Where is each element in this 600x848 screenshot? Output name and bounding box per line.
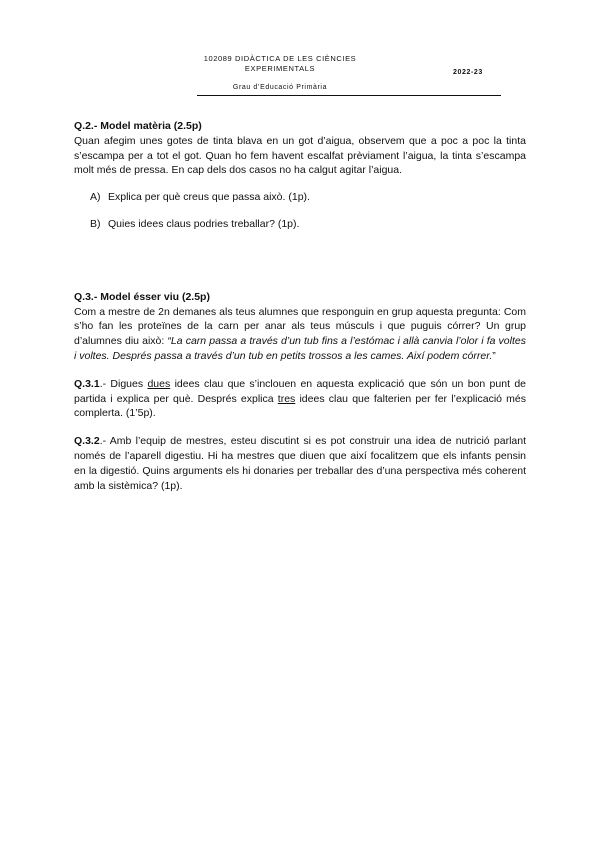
- question-3-1-text-c: idees clau que falterien per fer l’explicació més complerta. (1’5p).: [74, 392, 527, 420]
- course-title-line1: 102089 DIDÀCTICA DE LES CIÈNCIES: [203, 54, 357, 63]
- question-3-title: Q.3.- Model ésser viu (2.5p): [74, 290, 210, 303]
- option-a: [90, 190, 526, 205]
- page-header: [0, 0, 600, 100]
- student-quote: “La carn passa a través d’un tub fins a l’estómac i allà canvia l’olor i fa voltes i voltes. Després passa a través d’un tub en petits trossos a les cames. Així podem córrer.: [74, 335, 526, 362]
- question-3-2: [74, 434, 526, 493]
- question-3-intro: [74, 305, 526, 364]
- option-b-letter: B): [90, 217, 101, 230]
- academic-year: 2022-23: [453, 69, 483, 76]
- question-3-1: [74, 377, 526, 421]
- underlined-dues: dues: [147, 377, 171, 390]
- course-title-line2: EXPERIMENTALS: [244, 64, 316, 73]
- question-3-2-text: .- Amb l’equip de mestres, esteu discutint si es pot construir una idea de nutrició parlant només de l’aparell digestiu. Hi ha mestres que diuen que així focalitzem que els infants pensin en la digestió. Quins arguments els hi donaries per treballar des d’una perspectiva més coherent amb la sistèmica? (1p).: [74, 435, 526, 492]
- exam-content: [74, 119, 526, 493]
- option-b-text: Quies idees claus podries treballar? (1p).: [108, 217, 300, 230]
- option-a-text: Explica per què creus que passa això. (1p).: [108, 191, 310, 204]
- question-3-1-text-b: idees clau que s’inclouen en aquesta explicació que són un bon punt de partida i explica per què. Després explica: [74, 377, 526, 405]
- question-3-1-text-a: .- Digues: [99, 377, 148, 390]
- question-3: [74, 290, 526, 494]
- degree-name: Grau d’Educació Primària: [232, 84, 328, 91]
- question-2: [74, 119, 526, 232]
- question-2-title: Q.2.- Model matèria (2.5p): [74, 120, 202, 132]
- question-3-intro-text: Com a mestre de 2n demanes als teus alumnes que responguin en grup aquesta pregunta: Com s’ho fan les proteïnes de la carn per anar als teus músculs i que puguis córrer? Un grup d’alumnes diu això:: [74, 305, 526, 348]
- underlined-tres: tres: [277, 392, 296, 405]
- question-3-1-label: Q.3.1: [74, 377, 100, 390]
- option-a-letter: A): [90, 191, 101, 204]
- header-divider: [197, 95, 501, 96]
- question-2-body: Quan afegim unes gotes de tinta blava en un got d’aigua, observem que a poc a poc la tinta s’escampa per a tot el got. Quan ho fem havent escalfat prèviament l’aigua, la tinta s’escampa molt més de pressa. En cap dels dos casos no ha calgut agitar l’aigua.: [74, 134, 526, 177]
- question-3-2-label: Q.3.2: [74, 435, 100, 448]
- question-2-options: [90, 190, 526, 232]
- option-b: [90, 217, 526, 232]
- student-quote-close: ”: [492, 349, 496, 362]
